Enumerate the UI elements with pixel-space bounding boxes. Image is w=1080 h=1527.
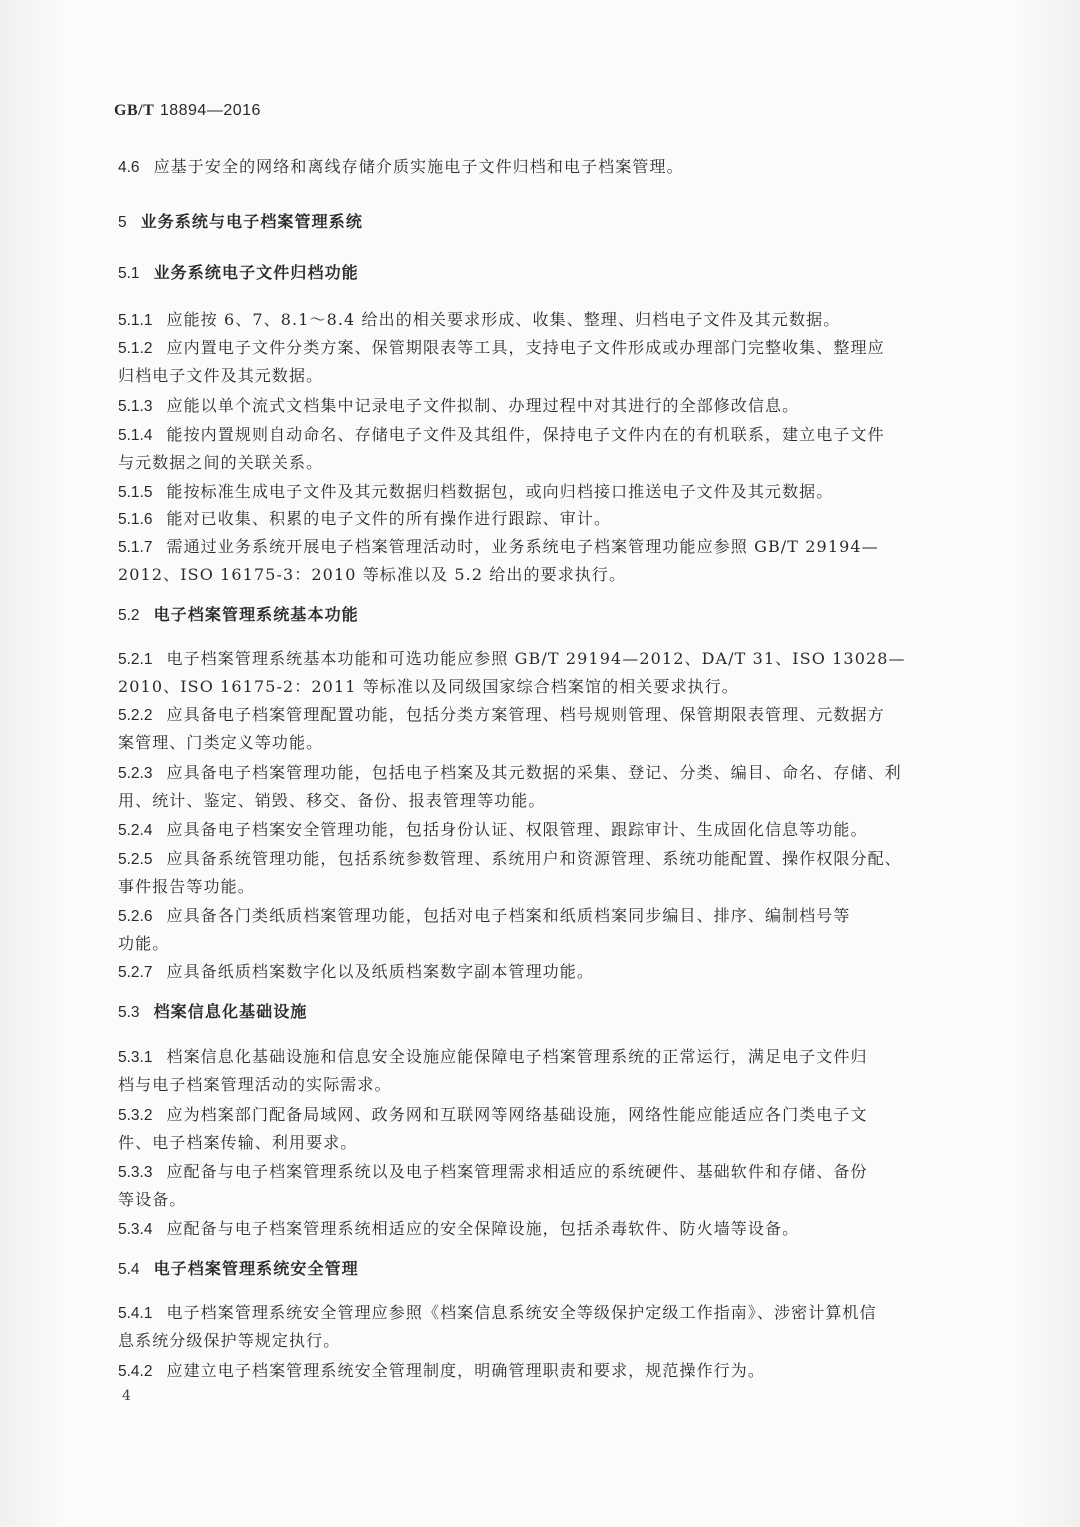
text-line bbox=[118, 208, 958, 236]
clause-number: 5.1.6 bbox=[118, 511, 153, 528]
clause-text: 应配备与电子档案管理系统以及电子档案管理需求相适应的系统硬件、基础软件和存储、备份 bbox=[166, 1162, 868, 1181]
clause-number: 5.2.7 bbox=[118, 964, 153, 981]
page-number: 4 bbox=[122, 1388, 131, 1404]
text-line bbox=[118, 1043, 958, 1071]
clause-text: 件、电子档案传输、利用要求。 bbox=[118, 1133, 358, 1152]
clause-number: 5.2.1 bbox=[118, 651, 153, 668]
clause bbox=[118, 1299, 958, 1354]
clause-text: 与元数据之间的关联关系。 bbox=[118, 453, 324, 472]
clause-number: 5.4.2 bbox=[118, 1363, 153, 1380]
clause-number: 5.3.2 bbox=[118, 1107, 153, 1124]
clause bbox=[118, 816, 958, 844]
clause-text: 用、统计、鉴定、销毁、移交、备份、报表管理等功能。 bbox=[118, 791, 546, 810]
text-line bbox=[118, 845, 958, 873]
text-line bbox=[118, 902, 958, 930]
clause-number: 5.1.4 bbox=[118, 427, 153, 444]
text-line bbox=[118, 1071, 958, 1098]
text-line bbox=[118, 673, 958, 700]
clause-text: 能对已收集、积累的电子文件的所有操作进行跟踪、审计。 bbox=[166, 509, 612, 528]
text-line bbox=[118, 1357, 958, 1385]
clause bbox=[118, 958, 958, 986]
standard-code: GB/T bbox=[114, 102, 155, 119]
text-line bbox=[118, 645, 958, 673]
section-heading bbox=[118, 998, 958, 1026]
clause-text: 息系统分级保护等规定执行。 bbox=[118, 1331, 341, 1350]
standard-header bbox=[114, 100, 261, 120]
clause-text: 应具备电子档案管理功能，包括电子档案及其元数据的采集、登记、分类、编目、命名、存储、利 bbox=[166, 763, 902, 782]
clause-text: 事件报告等功能。 bbox=[118, 877, 255, 896]
clause-text: 应为档案部门配备局域网、政务网和互联网等网络基础设施，网络性能应能适应各门类电子文 bbox=[166, 1105, 868, 1124]
clause-number: 5.1.1 bbox=[118, 312, 153, 329]
clause-number: 5.2.2 bbox=[118, 707, 153, 724]
clause bbox=[118, 1101, 958, 1156]
clause-text: 档案信息化基础设施和信息安全设施应能保障电子档案管理系统的正常运行，满足电子文件归 bbox=[166, 1047, 868, 1066]
text-line bbox=[118, 930, 958, 957]
section-heading bbox=[118, 601, 958, 629]
clause-number: 5.1 bbox=[118, 265, 140, 282]
clause bbox=[118, 153, 958, 181]
clause-text: 等设备。 bbox=[118, 1190, 187, 1209]
text-line bbox=[118, 816, 958, 844]
clause-text: 应具备各门类纸质档案管理功能，包括对电子档案和纸质档案同步编目、排序、编制档号等 bbox=[166, 906, 851, 925]
clause-text: 档案信息化基础设施 bbox=[153, 1002, 308, 1021]
clause-number: 5.2.4 bbox=[118, 822, 153, 839]
text-line bbox=[118, 759, 958, 787]
clause-text: 应建立电子档案管理系统安全管理制度，明确管理职责和要求，规范操作行为。 bbox=[166, 1361, 765, 1380]
text-line bbox=[118, 533, 958, 561]
clause bbox=[118, 306, 958, 334]
clause-text: 应配备与电子档案管理系统相适应的安全保障设施，包括杀毒软件、防火墙等设备。 bbox=[166, 1219, 800, 1238]
text-line bbox=[118, 958, 958, 986]
clause-number: 5.1.3 bbox=[118, 398, 153, 415]
clause-text: 需通过业务系统开展电子档案管理活动时，业务系统电子档案管理功能应参照 GB/T 29194— bbox=[166, 537, 879, 556]
clause-text: 应能以单个流式文档集中记录电子文件拟制、办理过程中对其进行的全部修改信息。 bbox=[166, 396, 800, 415]
clause-text: 电子档案管理系统安全管理 bbox=[153, 1259, 359, 1278]
clause-number: 5.1.2 bbox=[118, 340, 153, 357]
text-line bbox=[118, 1215, 958, 1243]
clause-number: 5.4 bbox=[118, 1261, 140, 1278]
text-line bbox=[118, 334, 958, 362]
clause bbox=[118, 533, 958, 588]
clause-text: 电子档案管理系统基本功能和可选功能应参照 GB/T 29194—2012、DA/T 31、ISO 13028— bbox=[166, 649, 906, 668]
clause-text: 应能按 6、7、8.1～8.4 给出的相关要求形成、收集、整理、归档电子文件及其元数据。 bbox=[166, 310, 841, 329]
text-line bbox=[118, 505, 958, 533]
clause-text: 应具备电子档案管理配置功能，包括分类方案管理、档号规则管理、保管期限表管理、元数据方 bbox=[166, 705, 885, 724]
text-line bbox=[118, 449, 958, 476]
clause-text: 应具备纸质档案数字化以及纸质档案数字副本管理功能。 bbox=[166, 962, 594, 981]
text-line bbox=[118, 153, 958, 181]
clause bbox=[118, 478, 958, 506]
clause-number: 5.3.4 bbox=[118, 1221, 153, 1238]
clause bbox=[118, 334, 958, 389]
clause-text: 功能。 bbox=[118, 934, 170, 953]
clause-number: 5.3.3 bbox=[118, 1164, 153, 1181]
clause bbox=[118, 1357, 958, 1385]
section-heading bbox=[118, 1255, 958, 1283]
clause bbox=[118, 1158, 958, 1213]
clause bbox=[118, 421, 958, 476]
clause-text: 案管理、门类定义等功能。 bbox=[118, 733, 324, 752]
clause-number: 5.3 bbox=[118, 1004, 140, 1021]
text-line bbox=[118, 478, 958, 506]
clause-text: 应内置电子文件分类方案、保管期限表等工具，支持电子文件形成或办理部门完整收集、整理应 bbox=[166, 338, 885, 357]
clause-number: 5 bbox=[118, 214, 127, 231]
text-line bbox=[118, 601, 958, 629]
text-line bbox=[118, 259, 958, 287]
clause-number: 5.1.7 bbox=[118, 539, 153, 556]
clause-number: 5.2.3 bbox=[118, 765, 153, 782]
clause-text: 2010、ISO 16175-2：2011 等标准以及同级国家综合档案馆的相关要求执行。 bbox=[118, 677, 739, 696]
text-line bbox=[118, 392, 958, 420]
clause-number: 5.2.6 bbox=[118, 908, 153, 925]
standard-number: 18894—2016 bbox=[159, 102, 261, 119]
clause bbox=[118, 759, 958, 814]
clause-text: 归档电子文件及其元数据。 bbox=[118, 366, 324, 385]
clause-text: 应基于安全的网络和离线存储介质实施电子文件归档和电子档案管理。 bbox=[153, 157, 684, 176]
clause-number: 5.2.5 bbox=[118, 851, 153, 868]
text-line bbox=[118, 873, 958, 900]
section-heading bbox=[118, 259, 958, 287]
clause bbox=[118, 701, 958, 756]
clause-text: 应具备电子档案安全管理功能，包括身份认证、权限管理、跟踪审计、生成固化信息等功能。 bbox=[166, 820, 868, 839]
clause-number: 5.1.5 bbox=[118, 484, 153, 501]
clause bbox=[118, 845, 958, 900]
clause-number: 5.2 bbox=[118, 607, 140, 624]
clause bbox=[118, 902, 958, 957]
clause-text: 电子档案管理系统安全管理应参照《档案信息系统安全等级保护定级工作指南》、涉密计算机信 bbox=[166, 1303, 877, 1322]
clause-text: 应具备系统管理功能，包括系统参数管理、系统用户和资源管理、系统功能配置、操作权限分配、 bbox=[166, 849, 902, 868]
text-line bbox=[118, 701, 958, 729]
text-line bbox=[118, 421, 958, 449]
text-line bbox=[118, 1101, 958, 1129]
text-line bbox=[118, 1327, 958, 1354]
clause-number: 4.6 bbox=[118, 159, 140, 176]
text-line bbox=[118, 998, 958, 1026]
text-line bbox=[118, 1186, 958, 1213]
text-line bbox=[118, 1129, 958, 1156]
clause-text: 能按标准生成电子文件及其元数据归档数据包，或向归档接口推送电子文件及其元数据。 bbox=[166, 482, 834, 501]
clause-number: 5.3.1 bbox=[118, 1049, 153, 1066]
clause-text: 业务系统与电子档案管理系统 bbox=[140, 212, 363, 231]
clause-number: 5.4.1 bbox=[118, 1305, 153, 1322]
clause bbox=[118, 505, 958, 533]
text-line bbox=[118, 306, 958, 334]
text-line bbox=[118, 362, 958, 389]
clause-text: 能按内置规则自动命名、存储电子文件及其组件，保持电子文件内在的有机联系，建立电子文件 bbox=[166, 425, 885, 444]
section-heading bbox=[118, 208, 958, 236]
clause-text: 业务系统电子文件归档功能 bbox=[153, 263, 359, 282]
text-line bbox=[118, 1255, 958, 1283]
clause-text: 档与电子档案管理活动的实际需求。 bbox=[118, 1075, 392, 1094]
text-line bbox=[118, 1299, 958, 1327]
text-line bbox=[118, 561, 958, 588]
text-line bbox=[118, 787, 958, 814]
clause-text: 电子档案管理系统基本功能 bbox=[153, 605, 359, 624]
clause bbox=[118, 1043, 958, 1098]
clause-text: 2012、ISO 16175-3：2010 等标准以及 5.2 给出的要求执行。 bbox=[118, 565, 627, 584]
text-line bbox=[118, 1158, 958, 1186]
text-line bbox=[118, 729, 958, 756]
clause bbox=[118, 392, 958, 420]
clause bbox=[118, 1215, 958, 1243]
clause bbox=[118, 645, 958, 700]
